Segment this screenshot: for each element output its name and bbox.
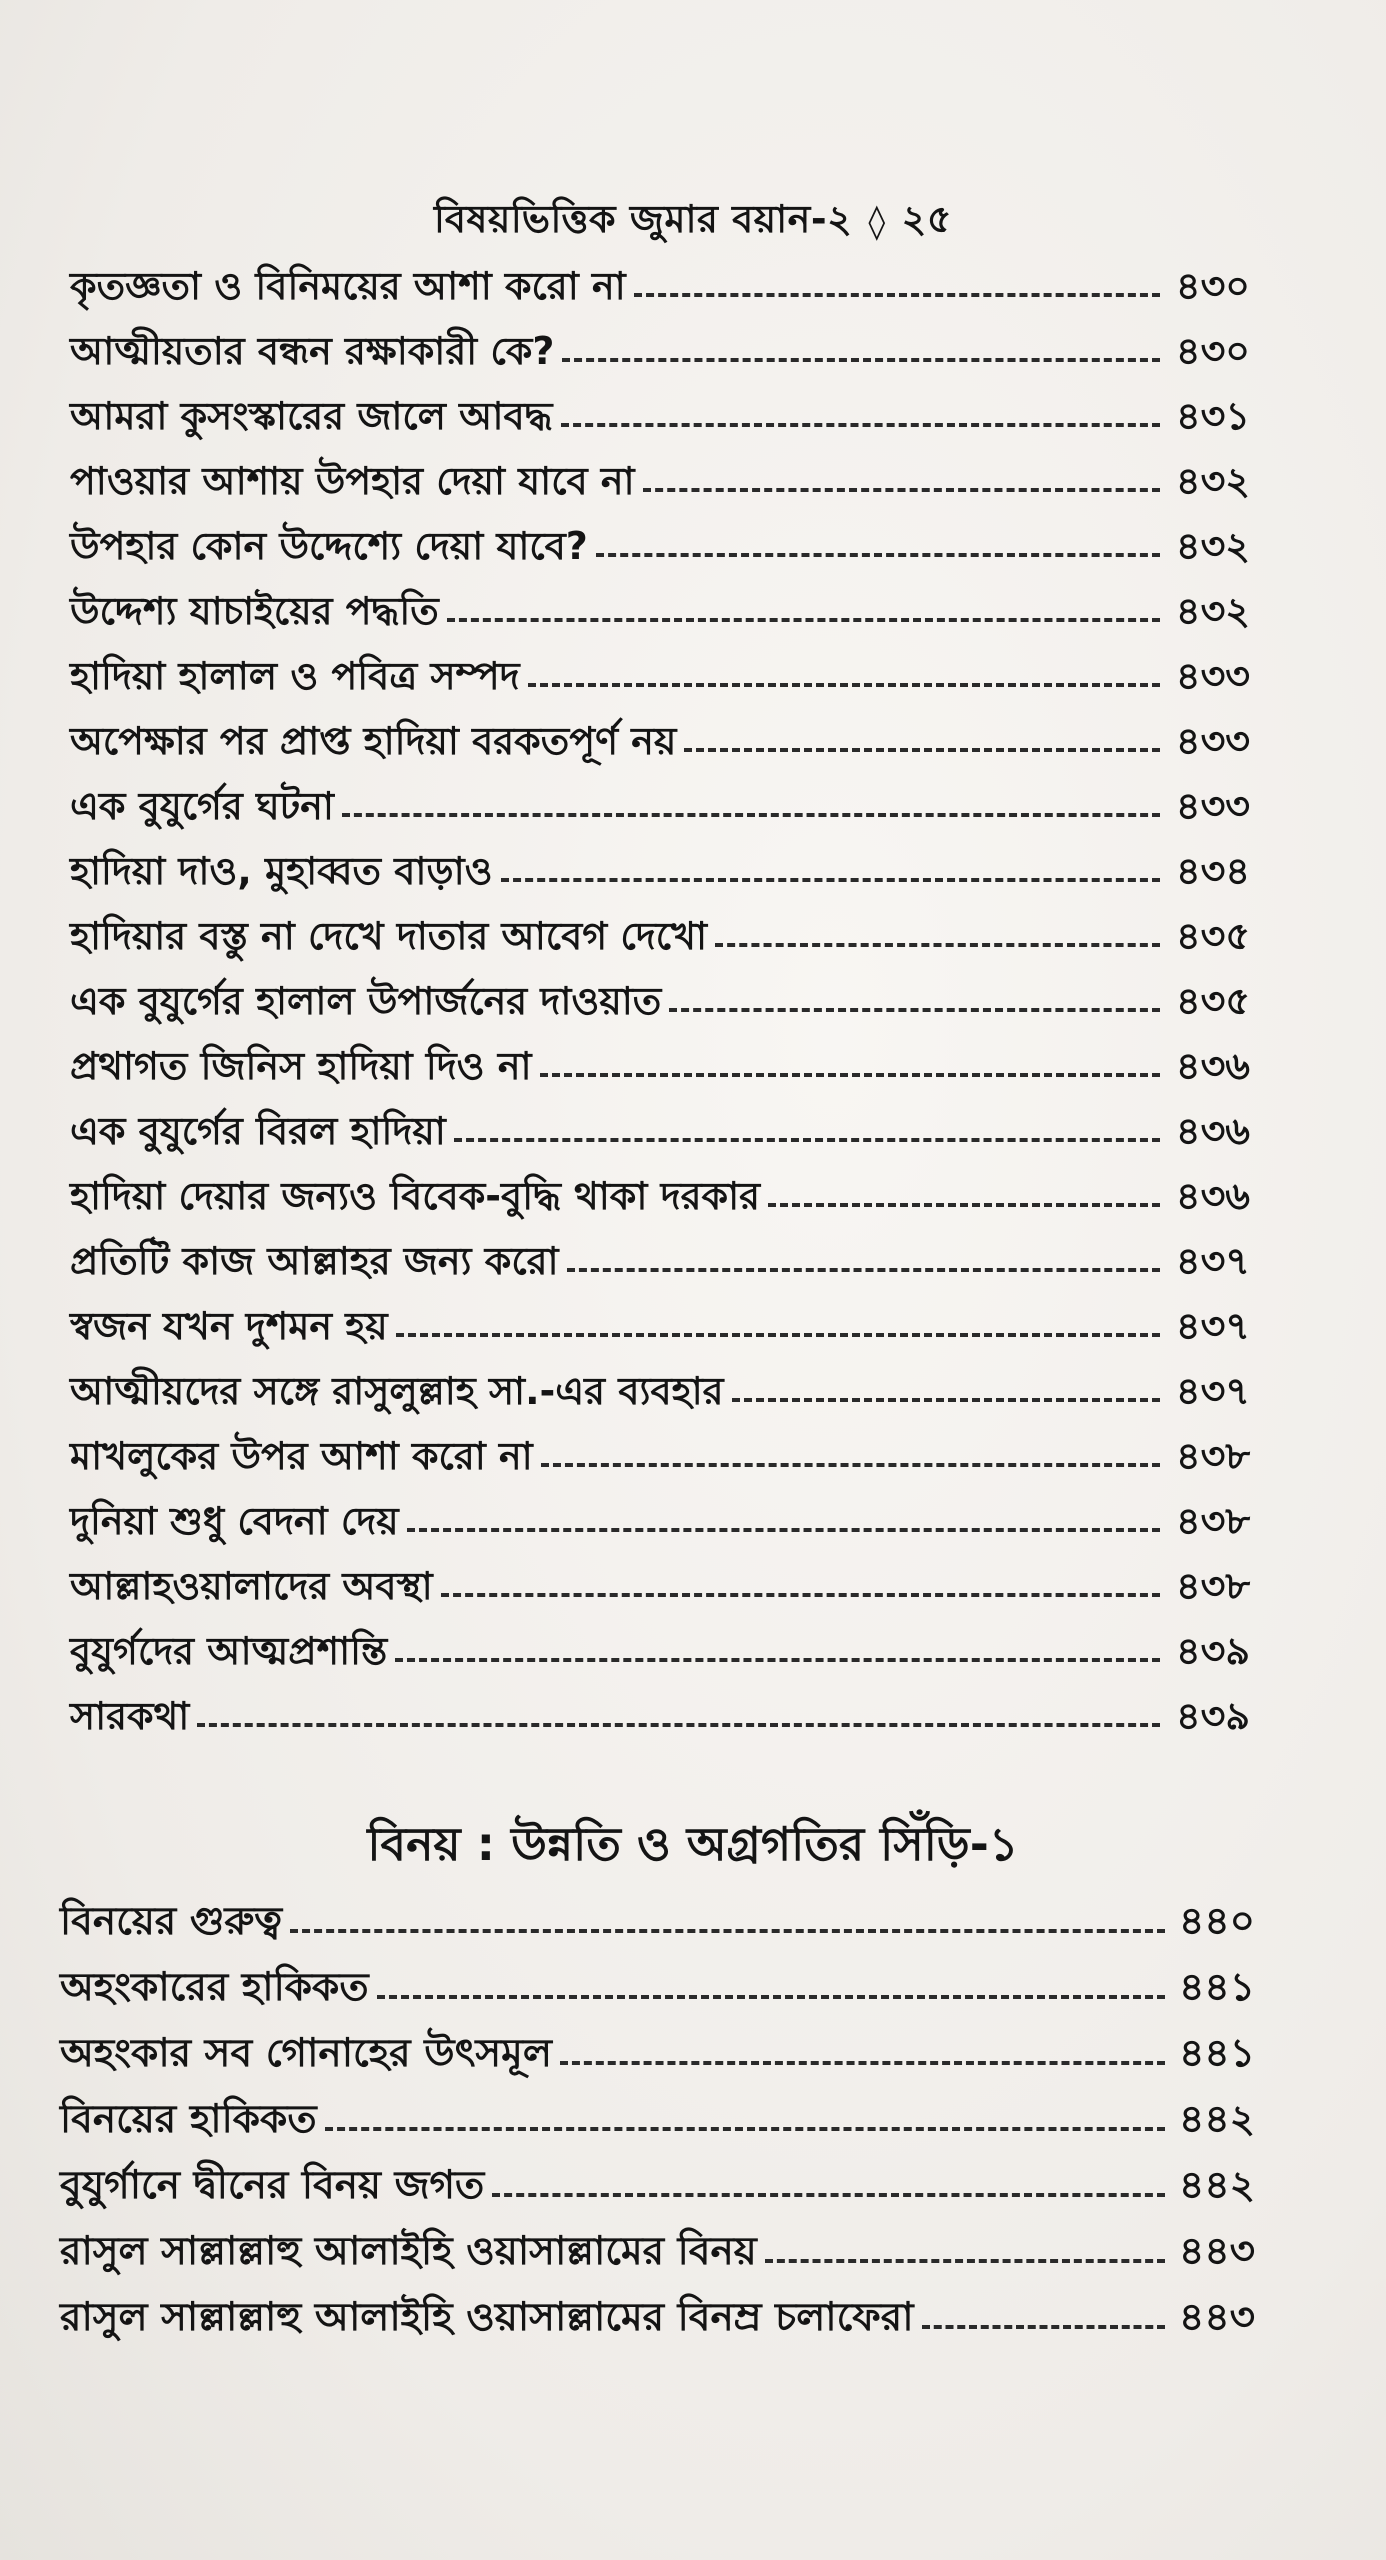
dot-leader — [197, 1723, 1160, 1727]
toc-entry-page-number: ৪৩৭ — [1175, 1369, 1250, 1414]
toc-entry-page-number: ৪৩৫ — [1175, 979, 1250, 1024]
dot-leader — [560, 2061, 1165, 2065]
table-of-contents-part-two — [60, 1880, 1255, 2342]
section-heading: বিনয় : উন্নতি ও অগ্রগতির সিঁড়ি-১ — [367, 1817, 1019, 1871]
toc-entry-page-number: ৪৩৩ — [1175, 784, 1250, 829]
toc-entry — [70, 960, 1250, 1025]
toc-entry — [60, 2012, 1255, 2078]
toc-entry — [70, 1155, 1250, 1220]
toc-entry-title: মাখলুকের উপর আশা করো না — [70, 1434, 533, 1479]
toc-entry-title: উদ্দেশ্য যাচাইয়ের পদ্ধতি — [70, 589, 439, 634]
toc-entry-page-number: ৪৩২ — [1175, 459, 1250, 504]
toc-entry-title: অপেক্ষার পর প্রাপ্ত হাদিয়া বরকতপূর্ণ নয় — [70, 719, 677, 764]
toc-entry-title: বুযুর্গানে দ্বীনের বিনয় জগত — [60, 2163, 485, 2209]
toc-entry-page-number: ৪৪০ — [1179, 1899, 1255, 1945]
toc-entry-title: হাদিয়ার বস্তু না দেখে দাতার আবেগ দেখো — [70, 914, 707, 959]
toc-entry-title: দুনিয়া শুধু বেদনা দেয় — [70, 1499, 399, 1544]
toc-entry-title: প্রথাগত জিনিস হাদিয়া দিও না — [70, 1044, 532, 1089]
dot-leader — [395, 1658, 1160, 1662]
toc-entry-title: হাদিয়া হালাল ও পবিত্র সম্পদ — [70, 654, 520, 699]
dot-leader — [501, 878, 1160, 882]
toc-entry-title: এক বুযুর্গের ঘটনা — [70, 784, 334, 829]
toc-entry — [70, 1090, 1250, 1155]
dot-leader — [396, 1333, 1160, 1337]
page-number: ২৫ — [901, 197, 953, 241]
diamond-separator-icon: ◊ — [868, 202, 886, 242]
dot-leader — [562, 358, 1160, 362]
dot-leader — [407, 1528, 1160, 1532]
toc-entry-title: হাদিয়া দাও, মুহাব্বত বাড়াও — [70, 849, 493, 894]
toc-entry-page-number: ৪৩৭ — [1175, 1304, 1250, 1349]
toc-entry — [70, 505, 1250, 570]
toc-entry-page-number: ৪৩৯ — [1175, 1629, 1250, 1674]
dot-leader — [596, 553, 1160, 557]
toc-entry-title: পাওয়ার আশায় উপহার দেয়া যাবে না — [70, 459, 635, 504]
toc-entry — [70, 895, 1250, 960]
toc-entry — [70, 375, 1250, 440]
toc-entry — [60, 2210, 1255, 2276]
toc-entry — [70, 635, 1250, 700]
toc-entry-title: প্রতিটি কাজ আল্লাহর জন্য করো — [70, 1239, 559, 1284]
dot-leader — [342, 813, 1160, 817]
toc-entry-page-number: ৪৩২ — [1175, 589, 1250, 634]
toc-entry — [70, 1285, 1250, 1350]
toc-entry — [70, 830, 1250, 895]
toc-entry-page-number: ৪৩৬ — [1175, 1109, 1250, 1154]
toc-entry — [70, 1025, 1250, 1090]
dot-leader — [325, 2127, 1165, 2131]
toc-entry-page-number: ৪৪২ — [1179, 2163, 1255, 2209]
toc-entry-page-number: ৪৩৮ — [1175, 1564, 1250, 1609]
toc-entry-page-number: ৪৩০ — [1175, 264, 1250, 309]
toc-entry-page-number: ৪৩০ — [1175, 329, 1250, 374]
toc-entry — [70, 1610, 1250, 1675]
dot-leader — [561, 423, 1161, 427]
table-of-contents-part-one — [70, 245, 1250, 1740]
toc-entry-page-number: ৪৪১ — [1179, 2031, 1255, 2077]
toc-entry — [70, 1220, 1250, 1285]
toc-entry-title: বুযুর্গদের আত্মপ্রশান্তি — [70, 1629, 388, 1674]
toc-entry — [60, 1946, 1255, 2012]
toc-entry — [70, 1480, 1250, 1545]
toc-entry — [60, 1880, 1255, 1946]
toc-entry-page-number: ৪৪৩ — [1179, 2229, 1255, 2275]
toc-entry-page-number: ৪৩৪ — [1175, 849, 1250, 894]
dot-leader — [684, 748, 1160, 752]
toc-entry-title: আত্মীয়দের সঙ্গে রাসুলুল্লাহ সা.-এর ব্যবহার — [70, 1369, 724, 1414]
toc-entry — [70, 440, 1250, 505]
toc-entry-page-number: ৪৪২ — [1179, 2097, 1255, 2143]
toc-entry-title: সারকথা — [70, 1694, 190, 1739]
toc-entry-page-number: ৪৩৩ — [1175, 654, 1250, 699]
toc-entry-page-number: ৪৪১ — [1179, 1965, 1255, 2011]
toc-entry-title: অহংকারের হাকিকত — [60, 1965, 369, 2011]
toc-entry-page-number: ৪৩৭ — [1175, 1239, 1250, 1284]
dot-leader — [540, 1073, 1160, 1077]
toc-entry — [60, 2276, 1255, 2342]
toc-entry-title: আল্লাহওয়ালাদের অবস্থা — [70, 1564, 433, 1609]
toc-entry — [70, 1545, 1250, 1610]
dot-leader — [643, 488, 1160, 492]
toc-entry — [60, 2144, 1255, 2210]
toc-entry-page-number: ৪৩৩ — [1175, 719, 1250, 764]
toc-entry-title: এক বুযুর্গের বিরল হাদিয়া — [70, 1109, 446, 1154]
dot-leader — [715, 943, 1160, 947]
toc-entry-title: স্বজন যখন দুশমন হয় — [70, 1304, 388, 1349]
toc-entry-title: বিনয়ের গুরুত্ব — [60, 1899, 283, 1945]
toc-entry — [70, 245, 1250, 310]
dot-leader — [454, 1138, 1160, 1142]
dot-leader — [768, 1203, 1160, 1207]
dot-leader — [669, 1008, 1160, 1012]
dot-leader — [447, 618, 1160, 622]
dot-leader — [765, 2259, 1165, 2263]
dot-leader — [528, 683, 1160, 687]
toc-entry-page-number: ৪৩৮ — [1175, 1499, 1250, 1544]
toc-entry — [70, 1350, 1250, 1415]
dot-leader — [377, 1995, 1165, 1999]
dot-leader — [634, 293, 1160, 297]
dot-leader — [492, 2193, 1165, 2197]
toc-entry-page-number: ৪৩১ — [1175, 394, 1250, 439]
dot-leader — [732, 1398, 1160, 1402]
toc-entry-title: হাদিয়া দেয়ার জন্যও বিবেক-বুদ্ধি থাকা দরকার — [70, 1174, 761, 1219]
toc-entry-title: আমরা কুসংস্কারের জালে আবদ্ধ — [70, 394, 553, 439]
toc-entry-page-number: ৪৩৬ — [1175, 1174, 1250, 1219]
toc-entry-title: কৃতজ্ঞতা ও বিনিময়ের আশা করো না — [70, 264, 626, 309]
toc-entry-title: এক বুযুর্গের হালাল উপার্জনের দাওয়াত — [70, 979, 662, 1024]
toc-entry-page-number: ৪৩২ — [1175, 524, 1250, 569]
toc-entry-title: উপহার কোন উদ্দেশ্যে দেয়া যাবে? — [70, 524, 588, 569]
toc-entry — [70, 570, 1250, 635]
dot-leader — [541, 1463, 1160, 1467]
toc-entry — [70, 310, 1250, 375]
running-title: বিষয়ভিত্তিক জুমার বয়ান-২ — [433, 197, 853, 241]
toc-entry-title: বিনয়ের হাকিকত — [60, 2097, 317, 2143]
toc-entry-page-number: ৪৩৫ — [1175, 914, 1250, 959]
toc-entry-title: অহংকার সব গোনাহের উৎসমূল — [60, 2031, 552, 2077]
toc-entry-page-number: ৪৩৮ — [1175, 1434, 1250, 1479]
toc-entry — [70, 765, 1250, 830]
dot-leader — [441, 1593, 1160, 1597]
toc-entry-page-number: ৪৩৯ — [1175, 1694, 1250, 1739]
dot-leader — [290, 1929, 1165, 1933]
toc-entry-title: রাসুল সাল্লাল্লাহু আলাইহি ওয়াসাল্লামের বিনম্র চলাফেরা — [60, 2295, 914, 2341]
dot-leader — [567, 1268, 1160, 1272]
toc-entry-title: রাসুল সাল্লাল্লাহু আলাইহি ওয়াসাল্লামের বিনয় — [60, 2229, 757, 2275]
dot-leader — [922, 2325, 1165, 2329]
toc-entry — [70, 1415, 1250, 1480]
toc-entry-page-number: ৪৪৩ — [1179, 2295, 1255, 2341]
toc-entry — [60, 2078, 1255, 2144]
toc-entry-title: আত্মীয়তার বন্ধন রক্ষাকারী কে? — [70, 329, 555, 374]
toc-entry — [70, 1675, 1250, 1740]
toc-entry — [70, 700, 1250, 765]
toc-entry-page-number: ৪৩৬ — [1175, 1044, 1250, 1089]
